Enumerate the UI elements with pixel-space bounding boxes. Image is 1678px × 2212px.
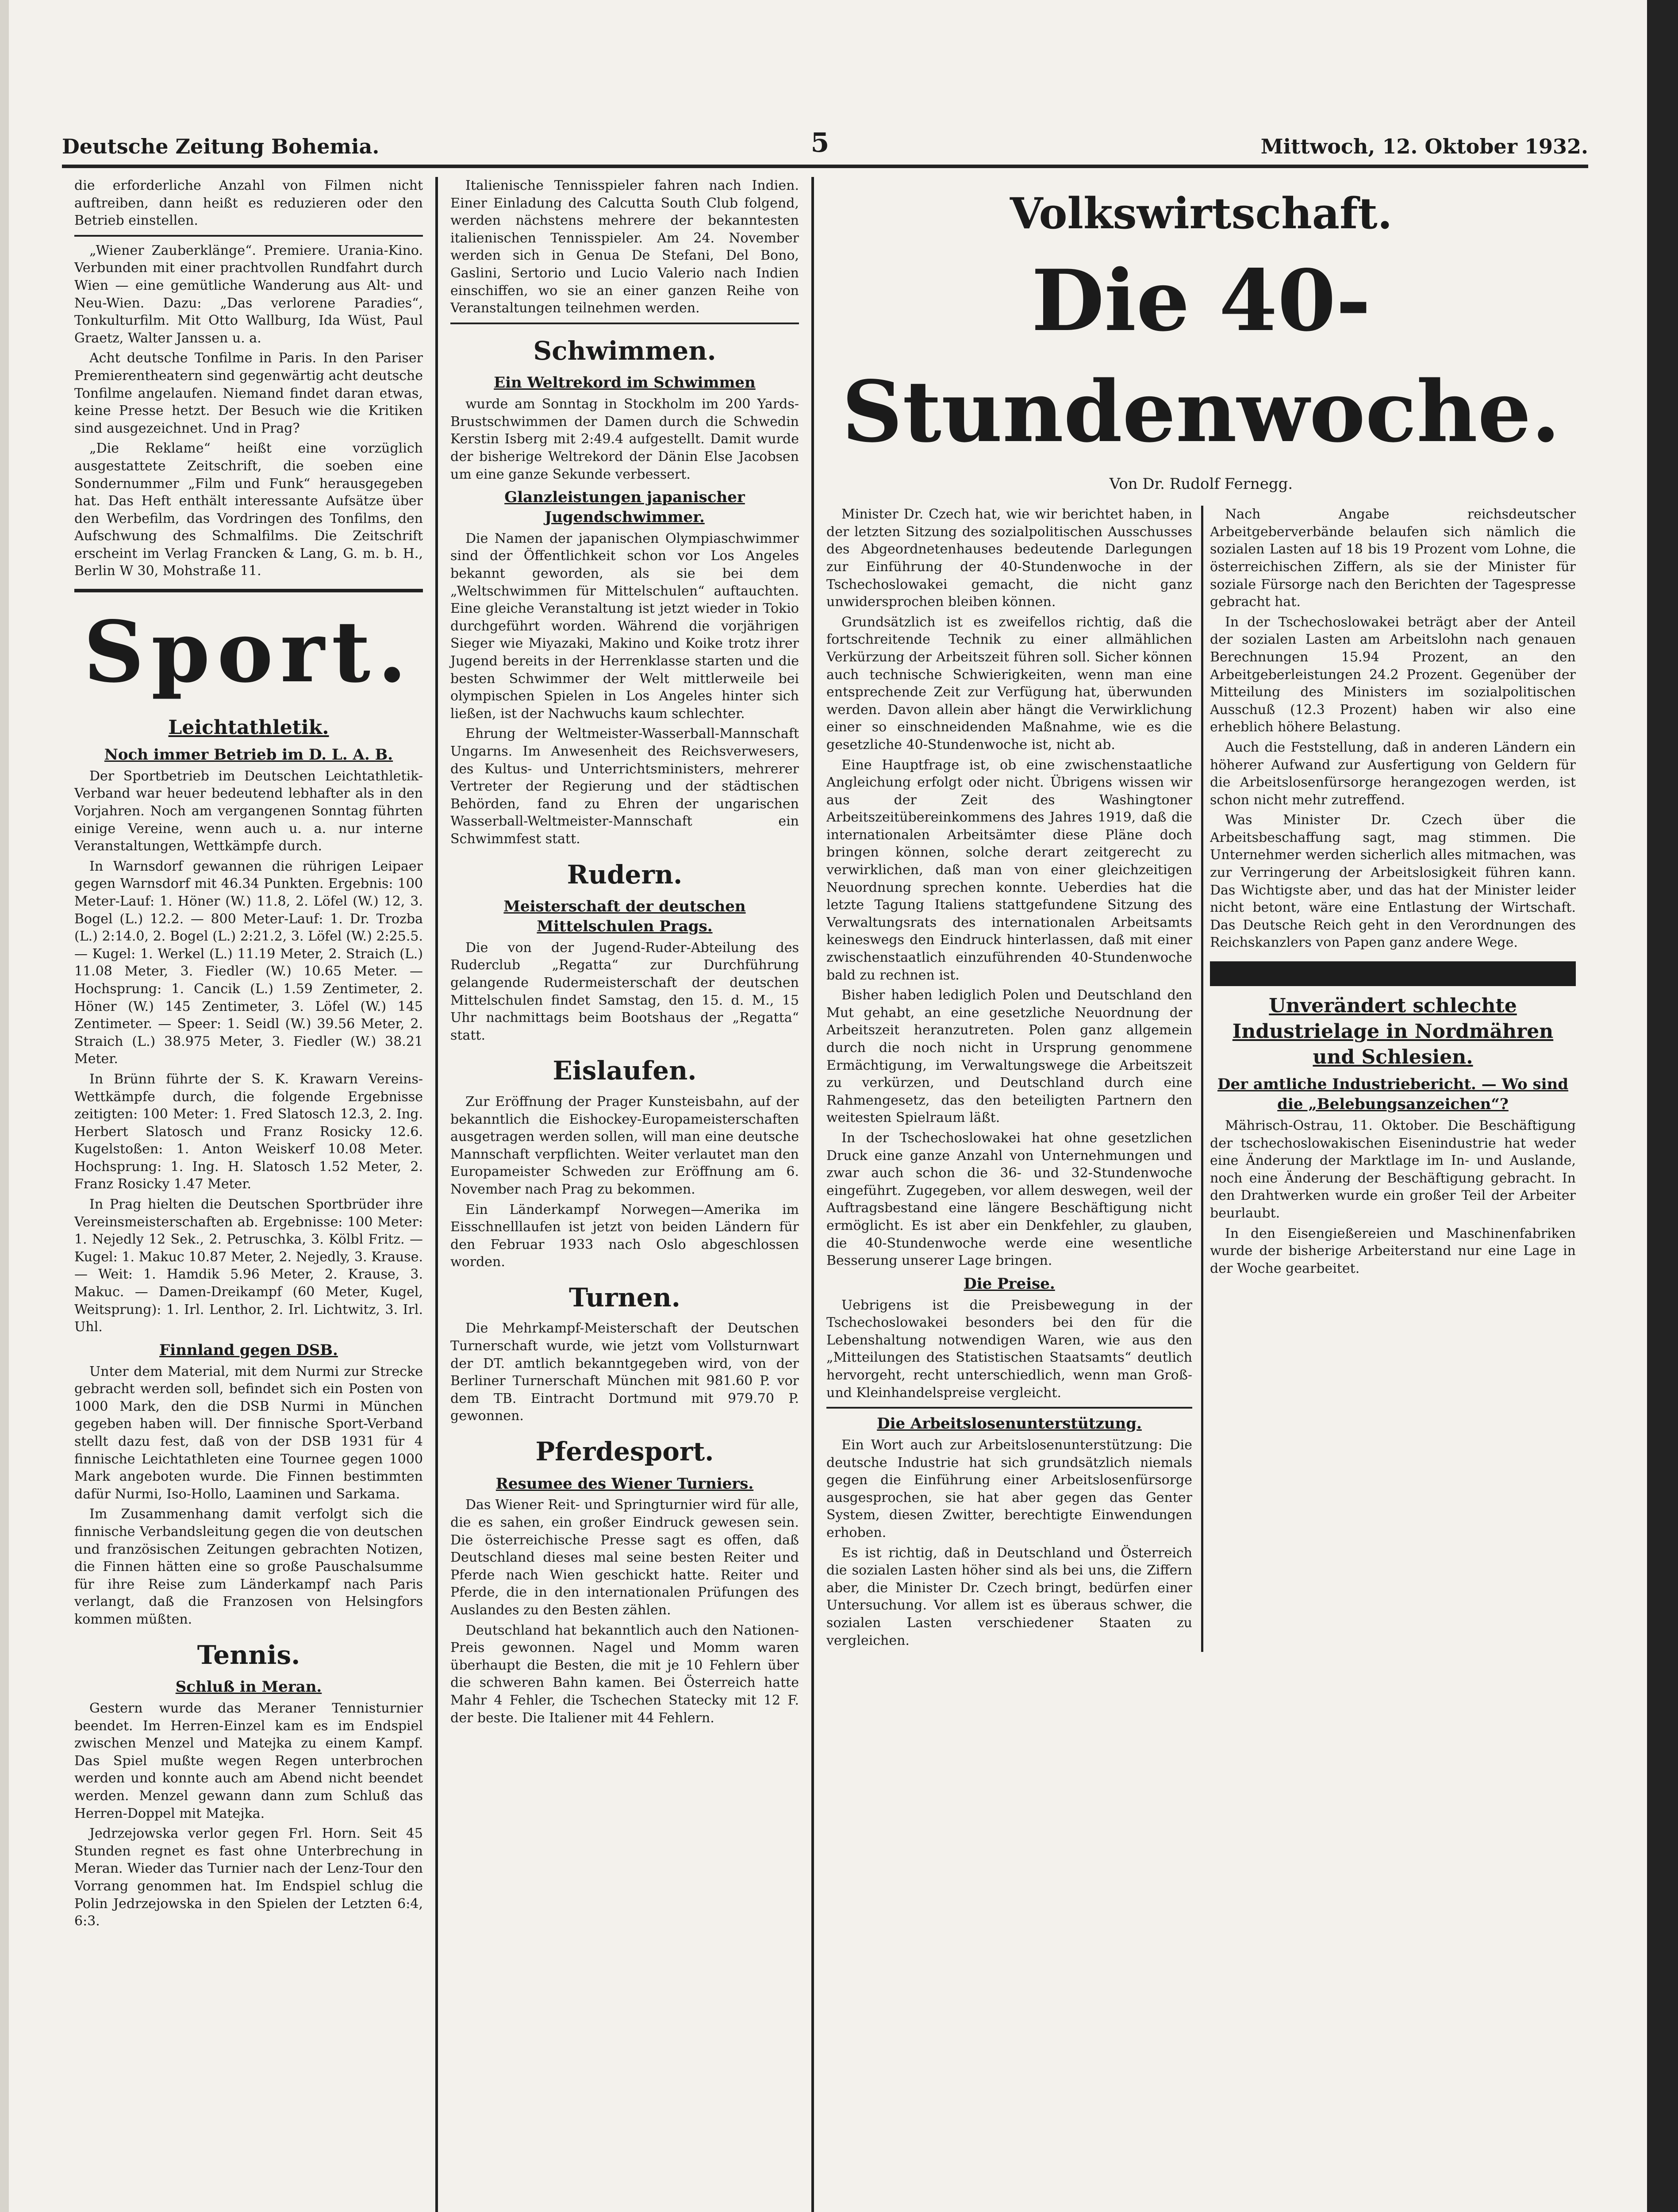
- tennis-p1: Gestern wurde das Meraner Tennisturnier beendet. Im Herren-Einzel kam es im Endspiel zwischen Menzel und Matejka zu einem Kampf. Das Spiel mußte wegen Regen unterbrochen werden und konnte auch am Abend nicht beendet werden. Menzel gewann dann zum Schluß das Herren-Doppel mit Matejka.: [74, 1701, 423, 1821]
- masthead-left: Deutsche Zeitung Bohemia.: [62, 134, 380, 158]
- industry-report-heading: Unverändert schlechte Industrielage in Nordmähren und Schlesien.: [1232, 995, 1554, 1069]
- tennis-heading: Tennis.: [197, 1640, 300, 1670]
- finland-p1: Unter dem Material, mit dem Nurmi zur Strecke gebracht werden soll, befindet sich ein Posten von 1000 Mark, den die DSB Nurmi in München gegeben haben will. Der finnische Sport-Verband stellt dazu fest, daß von der DSB 1931 für 4 finnische Leichtathleten eine Tournee gegen 1000 Mark angeboten wurde. Die Finnen bestimmten dafür Nurmi, Iso-Hollo, Laaminen und Sarkama.: [74, 1363, 423, 1502]
- columns: [62, 177, 1588, 2212]
- section-divider-bar: [1210, 961, 1576, 986]
- article-p4: Bisher haben lediglich Polen und Deutschland den Mut gehabt, an eine gesetzliche Neuordnung der Arbeitszeit heranzutreten. Polen ganz allgemein durch die noch nicht in Ursprung genommene Ermächtigung, im Verwaltungswege die Arbeitszeit zu verkürzen, und Deutschland durch eine Rahmengesetz, das den beteiligten Partnern den weitesten Spielraum läßt.: [826, 987, 1192, 1126]
- unemployment-heading: Die Arbeitslosenunterstützung.: [877, 1415, 1142, 1433]
- athletics-p2: In Warnsdorf gewannen die rührigen Leipaer gegen Warnsdorf mit 46.34 Punkten. Ergebnis: 100 Meter-Lauf: 1. Höner (W.) 11.8, 2. Löfel (W.) 12, 3. Bogel (L.) 12.2. — 800 Meter-Lauf: 1. Dr. Trozba (L.) 2:14.0, 2. Bogel (L.) 2:21.2, 3. Löfel (W.) 2:25.5. — Kugel: 1. Werkel (L.) 11.19 Meter, 2. Straich (L.) 11.08 Meter, 3. Fiedler (W.) 10.65 Meter. — Hochsprung: 1. Cancik (L.) 1.59 Zentimeter, 2. Höner (W.) 145 Zentimeter, 3. Löfel (W.) 145 Zentimeter. — Speer: 1. Seidl (W.) 39.56 Meter, 2. Straich (L.) 38.975 Meter, 3. Fiedler (W.) 38.21 Meter.: [74, 858, 423, 1067]
- article-right-p2: In der Tschechoslowakei beträgt aber der Anteil der sozialen Lasten am Arbeitslohn nach genauen Berechnungen 15.94 Prozent, an den Arbeitgeberleistungen 24.2 Prozent. Gegenüber der Mitteilung des Ministers im sozialpolitischen Ausschuß (12.3 Prozent) haben wir also eine erheblich höhere Belastung.: [1210, 614, 1576, 735]
- equestrian-p2: Deutschland hat bekanntlich auch den Nationen-Preis gewonnen. Nagel und Momm waren überhaupt die Besten, die mit je 10 Fehlern über die schweren Bahn kamen. Bei Österreich hatte Mahr 4 Fehler, die Tschechen Statecky mit 12 F. der beste. Die Italiener mit 44 Fehlern.: [450, 1622, 799, 1726]
- athletics-p4: In Prag hielten die Deutschen Sportbrüder ihre Vereinsmeisterschaften ab. Ergebnisse: 100 Meter: 1. Nejedly 12 Sek., 2. Petruschka, 3. Kölbl Fritz. — Kugel: 1. Makuc 10.87 Meter, 2. Nejedly, 3. Krause. — Weit: 1. Hamdik 5.96 Meter, 2. Krause, 3. Makuc. — Damen-Dreikampf (60 Meter, Kugel, Weitsprung): 1. Irl. Lenthor, 2. Irl. Lichtwitz, 3. Irl. Uhl.: [74, 1197, 423, 1335]
- world-record-subheading: Ein Weltrekord im Schwimmen: [494, 374, 756, 392]
- prices-heading: Die Preise.: [964, 1275, 1055, 1293]
- article-byline: Von Dr. Rudolf Fernegg.: [1109, 475, 1293, 493]
- industry-report-subheading: Der amtliche Industriebericht. — Wo sind die „Belebungsanzeichen“?: [1217, 1075, 1569, 1114]
- article-right-p3: Auch die Feststellung, daß in anderen Ländern ein höherer Aufwand zur Ausfertigung von Geldern für die Arbeitslosenfürsorge herangezogen werden, ist schon nicht mehr zutreffend.: [1210, 739, 1576, 808]
- newspaper-header: [62, 128, 1588, 168]
- column-2: [438, 177, 814, 2212]
- article-body: [826, 506, 1576, 1652]
- finland-heading: Finnland gegen DSB.: [159, 1341, 338, 1359]
- divider: [74, 235, 423, 237]
- article-p1: Minister Dr. Czech hat, wie wir berichtet haben, in der letzten Sitzung des sozialpolitischen Ausschusses des Abgeordnetenhauses bedeutende Darlegungen zur Einführung der 40-Stundenwoche in der Tschechoslowakei gemacht, die nicht ganz unwidersprochen bleiben können.: [826, 507, 1192, 610]
- swimming-heading: Schwimmen.: [533, 335, 716, 366]
- divider: [450, 323, 799, 324]
- article-right-column: [1210, 506, 1576, 1652]
- column-1: [62, 177, 438, 2212]
- ice-skating-heading: Eislaufen.: [553, 1056, 697, 1086]
- gymnastics-heading: Turnen.: [569, 1282, 680, 1313]
- article-left-column: [826, 506, 1192, 1652]
- ice-skating-p2: Ein Länderkampf Norwegen—Amerika im Eisschnelllaufen ist jetzt von beiden Ländern für den Februar 1933 nach Oslo abgeschlossen worden.: [450, 1202, 799, 1270]
- prices-p: Uebrigens ist die Preisbewegung in der Tschechoslowakei besonders bei den für die Lebenshaltung notwendigen Waren, wie aus den „Mitteilungen des Statistischen Staatsamts“ deutlich hervorgeht, recht unterschiedlich, wenn man Groß- und Kleinhandelspreise vergleicht.: [826, 1297, 1192, 1401]
- industry-report-p2: In den Eisengießereien und Maschinenfabriken wurde der bisherige Arbeiterstand nur eine Lage in der Woche gearbeitet.: [1210, 1225, 1576, 1276]
- article-right-p1: Nach Angabe reichsdeutscher Arbeitgeberverbände belaufen sich nämlich die sozialen Lasten auf 18 bis 19 Prozent vom Lohne, die österreichischen Ziffern, als sie der Minister für soziale Fürsorge nach den Berichten der Tagespresse gebracht hat.: [1210, 507, 1576, 610]
- gymnastics-p: Die Mehrkampf-Meisterschaft der Deutschen Turnerschaft wurde, wie jetzt vom Vollsturnwart der DT. amtlich bekanntgegeben wird, von der Berliner Turnerschaft München mit 981.60 P. vor dem TB. Eintracht Dortmund mit 979.70 P. gewonnen.: [450, 1321, 799, 1424]
- rowing-subheading: Meisterschaft der deutschen Mittelschulen Prags.: [503, 898, 746, 935]
- article-p6: Es ist richtig, daß in Deutschland und Österreich die sozialen Lasten höher sind als bei uns, die Ziffern aber, die Minister Dr. Czech bringt, bedürfen einer Untersuchung. Vor allem ist es überaus schwer, die sozialen Lasten verschiedener Staaten zu vergleichen.: [826, 1545, 1192, 1648]
- world-record-p: wurde am Sonntag in Stockholm im 200 Yards-Brustschwimmen der Damen durch die Schwedin Kerstin Isberg mit 2:49.4 aufgestellt. Damit wurde der bisherige Weltrekord der Dänin Else Jacobsen um eine ganze Sekunde verbessert.: [450, 396, 799, 482]
- japan-subheading: Glanzleistungen japanischer Jugendschwimmer.: [504, 488, 745, 526]
- equestrian-p1: Das Wiener Reit- und Springturnier wird für alle, die es sahen, ein großer Eindruck gewesen sein. Die österreichische Presse sagt es offen, daß Deutschland dieses mal seine besten Reiter und Pferde nach Wien geschickt hatte. Reiter und Pferde, die in den internationalen Prüfungen des Auslandes zu den Besten zählen.: [450, 1497, 799, 1618]
- issue-date: Mittwoch, 12. Oktober 1932.: [1260, 134, 1588, 158]
- tennis-subheading: Schluß in Meran.: [175, 1678, 322, 1696]
- unemployment-p: Ein Wort auch zur Arbeitslosenunterstützung: Die deutsche Industrie hat sich grundsätzlich niemals gegen die Einführung einer Arbeitslosenfürsorge ausgesprochen, sie hat aber gegen das Genter System, diesen Zwitter, berechtigte Einwendungen erhoben.: [826, 1437, 1192, 1540]
- article-p3: Eine Hauptfrage ist, ob eine zwischenstaatliche Angleichung erfolgt oder nicht. Übrigens wissen wir aus der Zeit des Washingtoner Arbeitszeitübereinkommens des Jahres 1919, daß die internationalen Arbeitsämter diese Pläne doch bringen können, solche derart zeitgerecht zu verwirklichen, daß man von einer gleichzeitigen Neuordnung sprechen konnte. Ueberdies hat die letzte Tagung Italiens stattgefundene Sitzung des Verwaltungsrats des internationalen Arbeitsamts keineswegs den Eindruck hinterlassen, daß mit einer zwischenstaatlich einzuführenden 40-Stundenwoche bald zu rechnen ist.: [826, 757, 1192, 983]
- athletics-heading: Leichtathletik.: [168, 716, 329, 739]
- athletics-subheading: Noch immer Betrieb im D. L. A. B.: [104, 745, 393, 764]
- film-item-1: „Wiener Zauberklänge“. Premiere. Urania-Kino. Verbunden mit einer prachtvollen Rundfahrt durch Wien — eine gemütliche Wanderung aus Alt- und Neu-Wien. Dazu: „Das verlorene Paradies“, Tonkulturfilm. Mit Otto Wallburg, Ida Wüst, Paul Graetz, Walter Janssen u. a.: [74, 242, 423, 346]
- japan-p: Die Namen der japanischen Olympiaschwimmer sind der Öffentlichkeit schon vor Los Angeles bekannt geworden, als sie bei dem „Weltschwimmen für Mittelschulen“ auftauchten. Eine gleiche Veranstaltung ist jetzt wieder in Tokio durchgeführt worden. Während die vorjährigen Sieger wie Miyazaki, Makino und Koike trotz ihrer Jugend bereits in der Herrenklasse starten und die besten Schwimmer der Welt mittlerweile bei olympischen Spielen in Los Angeles hinter sich ließen, ist der Nachwuchs kaum schlechter.: [450, 530, 799, 722]
- finland-p2: Im Zusammenhang damit verfolgt sich die finnische Verbandsleitung gegen die von deutschen und französischen Zeitungen gebrachten Notizen, die Finnen hätten eine so große Pauschalsumme für ihre Reise zum Länderkampf nach Paris verlangt, daß die Franzosen von Helsingfors kommen müßten.: [74, 1506, 423, 1627]
- rowing-heading: Rudern.: [567, 859, 683, 890]
- article-p2: Grundsätzlich ist es zweifellos richtig, daß die fortschreitende Technik zu einer allmählichen Verkürzung der Arbeitszeit führen soll. Sicher können auch technische Schwierigkeiten, wenn man eine entsprechende Zeit zur Verfügung hat, überwunden werden. Davon allein aber hängt die Verwirklichung einer so einschneidenden Maßnahme, wie es die gesetzliche 40-Stundenwoche ist, nicht ab.: [826, 614, 1192, 753]
- rowing-p: Die von der Jugend-Ruder-Abteilung des Ruderclub „Regatta“ zur Durchführung gelangende Rudermeisterschaft der deutschen Mittelschulen findet Samstag, den 15. d. M., 15 Uhr nachmittags beim Bootshaus der „Regatta“ statt.: [450, 940, 799, 1043]
- equestrian-subheading: Resumee des Wiener Turniers.: [495, 1475, 754, 1493]
- article-right-p4: Was Minister Dr. Czech über die Arbeitsbeschaffung sagt, mag stimmen. Die Unternehmer werden sicherlich alles mitmachen, was zur Verringerung der Arbeitslosigkeit führen kann. Das Wichtigste aber, und das hat der Minister leider nicht betont, wäre eine Entlastung der Wirtschaft. Das Deutsche Reich geht in den Verordnungen des Reichskanzlers von Papen ganz andere Wege.: [1210, 812, 1576, 951]
- honor-p: Ehrung der Weltmeister-Wasserball-Mannschaft Ungarns. Im Anwesenheit des Reichsverwesers, des Kultus- und Unterrichtsministers, mehrerer Vertreter der Regierung und der städtischen Behörden, fand zu Ehren der ungarischen Wasserball-Weltmeister-Mannschaft ein Schwimmfest statt.: [450, 726, 799, 847]
- divider: [826, 1407, 1192, 1409]
- film-item-3: „Die Reklame“ heißt eine vorzüglich ausgestattete Zeitschrift, die soeben eine Sondernummer „Film und Funk“ herausgegeben hat. Das Heft enthält interessante Aufsätze über den Werbefilm, das Vordringen des Tonfilms, den Aufschwung des Schmalfilms. Die Zeitschrift erscheint im Verlag Francken & Lang, G. m. b. H., Berlin W 30, Mohstraße 11.: [74, 441, 423, 579]
- column-3: [814, 177, 1588, 2212]
- economy-section-heading: Volkswirtschaft.: [1010, 188, 1393, 238]
- tennis-p2: Jedrzejowska verlor gegen Frl. Horn. Seit 45 Stunden regnet es fast ohne Unterbrechung in Meran. Wieder das Turnier nach der Lenz-Tour den Vorrang genommen hat. Im Endspiel schlug die Polin Jedrzejowska in den Spielen der Letzten 6:4, 6:3.: [74, 1826, 423, 1929]
- industry-report-p1: Mährisch-Ostrau, 11. Oktober. Die Beschäftigung der tschechoslowakischen Eisenindustrie hat weder eine Änderung der Marktlage im In- und Auslande, noch eine Änderung der Beschäftigung gebracht. In den Drahtwerken wurde ein großer Teil der Arbeiter beurlaubt.: [1210, 1118, 1576, 1221]
- film-item-2: Acht deutsche Tonfilme in Paris. In den Pariser Premierentheatern sind gegenwärtig acht deutsche Tonfilme angelaufen. Niemand findet daran etwas, keine Presse hetzt. Der Besuch wie die Kritiken sind ausgezeichnet. Und in Prag?: [74, 350, 423, 436]
- italian-tennis-item: Italienische Tennisspieler fahren nach Indien. Einer Einladung des Calcutta South Club folgend, werden nächstens mehrere der bekanntesten italienischen Tennisspieler. Am 24. November werden sich in Genua De Stefani, Del Bono, Gaslini, Sertorio und Lucio Valerio nach Indien einschiffen, wo sie an einer ganzen Reihe von Veranstaltungen teilnehmen werden.: [450, 178, 799, 316]
- athletics-p1: Der Sportbetrieb im Deutschen Leichtathletik-Verband war heuer bedeutend lebhafter als in den Vorjahren. Noch am vergangenen Sonntag führten einige Vereine, wenn auch u. a. nur interne Veranstaltungen, Wettkämpfe durch.: [74, 768, 423, 854]
- film-intro: die erforderliche Anzahl von Filmen nicht auftreiben, dann heißt es reduzieren oder den Betrieb einstellen.: [74, 178, 423, 229]
- ice-skating-p1: Zur Eröffnung der Prager Kunsteisbahn, auf der bekanntlich die Eishockey-Europameisterschaften ausgetragen werden sollen, will man eine deutsche Mannschaft verpflichten. Weiter verlautet man den Europameister Schweden zur Eröffnung am 6. November nach Prag zu bekommen.: [450, 1094, 799, 1197]
- article-headline: Die 40-Stundenwoche.: [841, 251, 1561, 461]
- page-number: 5: [810, 127, 829, 158]
- sport-heading: Sport.: [74, 589, 423, 708]
- article-p5: In der Tschechoslowakei hat ohne gesetzlichen Druck eine ganze Anzahl von Unternehmungen und zwar auch schon die 36- und 32-Stundenwoche eingeführt. Zugegeben, vor allem deswegen, weil der Auftragsbestand eine längere Beschäftigung nicht ermöglicht. Es ist aber ein Denkfehler, zu glauben, die 40-Stundenwoche werde eine wesentliche Besserung unserer Lage bringen.: [826, 1130, 1192, 1269]
- equestrian-heading: Pferdesport.: [535, 1436, 714, 1467]
- athletics-p3: In Brünn führte der S. K. Krawarn Vereins-Wettkämpfe durch, die folgende Ergebnisse zeitigten: 100 Meter: 1. Fred Slatosch 12.3, 2. Ing. Herbert Slatosch und Franz Rosicky 12.6. Kugelstoßen: 1. Anton Weiskerf 10.08 Meter. Hochsprung: 1. Ing. H. Slatosch 1.52 Meter, 2. Franz Rosicky 1.47 Meter.: [74, 1071, 423, 1192]
